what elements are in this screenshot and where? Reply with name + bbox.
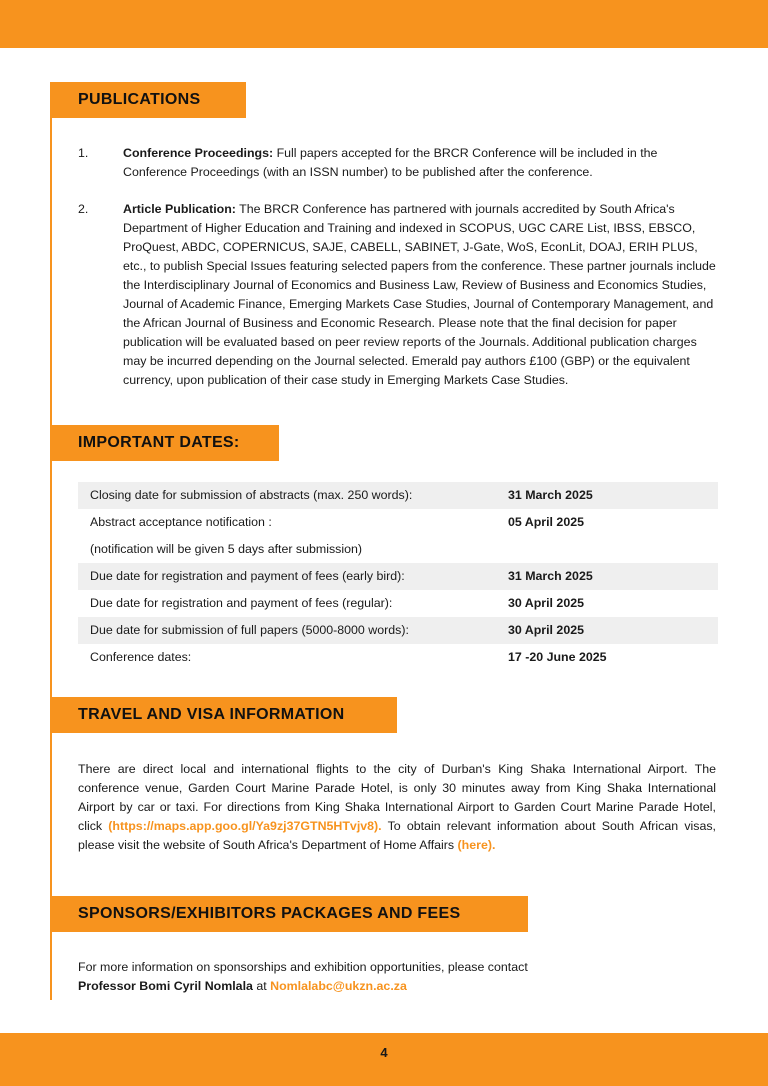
date-value: 30 April 2025	[508, 596, 584, 610]
travel-text: There are direct local and international flights to the city of Durban's King Shaka International Airport. The conference venue, Garden Court Marine Parade Hotel, is only 30 minutes away from King Shaka International Airport by car or taxi. For directions from King Shaka International Airport to Garden Court Marine Parade Hotel, click	[78, 762, 716, 833]
date-label: Due date for submission of full papers (5000-8000 words):	[90, 623, 409, 637]
directions-link[interactable]: (https://maps.app.goo.gl/Ya9zj37GTN5HTvjv8).	[108, 819, 382, 833]
home-affairs-link[interactable]: (here).	[457, 838, 496, 852]
date-label: Due date for registration and payment of fees (regular):	[90, 596, 393, 610]
date-label: Conference dates:	[90, 650, 192, 664]
contact-name: Professor Bomi Cyril Nomlala	[78, 979, 253, 993]
date-value: 31 March 2025	[508, 488, 593, 502]
list-text	[123, 144, 723, 182]
publications-heading: PUBLICATIONS	[50, 82, 246, 118]
table-row	[78, 563, 718, 590]
table-row	[78, 644, 718, 671]
sponsors-paragraph	[78, 958, 716, 996]
item-title: Conference Proceedings:	[123, 146, 274, 160]
table-row	[78, 536, 718, 563]
table-row	[78, 482, 718, 509]
travel-text: To obtain relevant information about South African visas, please visit the website of South Africa's Department of Home Affairs	[78, 819, 716, 852]
date-label: Closing date for submission of abstracts (max. 250 words):	[90, 488, 413, 502]
item-title: Article Publication:	[123, 202, 236, 216]
item-body: Full papers accepted for the BRCR Conference will be included in the Conference Proceedings (with an ISSN number) to be published after the conference.	[123, 146, 658, 179]
table-row	[78, 617, 718, 644]
date-label: (notification will be given 5 days after submission)	[90, 542, 363, 556]
travel-heading: TRAVEL AND VISA INFORMATION	[50, 697, 397, 733]
item-body: The BRCR Conference has partnered with journals accredited by South Africa's Department of Higher Education and Training and indexed in SCOPUS, UGC CARE List, IBSS, EBSCO, ProQuest, ABDC, COPERNICUS, SAJE, CABELL, SABINET, J-Gate, WoS, EconLit, DOAJ, ERIH PLUS, etc., to publish Special Issues featuring selected papers from the conference. These partner journals include the Interdisciplinary Journal of Economics and Business Law, Review of Business and Economics Studies, Journal of Academic Finance, Emerging Markets Case Studies, Journal of Contemporary Management, and the African Journal of Business and Economic Research. Please note that the final decision for paper publication will be evaluated based on peer review reports of the Journals. Additional publication charges may be incurred depending on the Journal selected. Emerald pay authors £100 (GBP) or the equivalent currency, upon publication of their case study in Emerging Markets Case Studies.	[123, 202, 716, 387]
date-label: Due date for registration and payment of fees (early bird):	[90, 569, 405, 583]
contact-email-link[interactable]: Nomlalabc@ukzn.ac.za	[270, 979, 407, 993]
list-number: 2.	[78, 202, 89, 216]
date-value: 17 -20 June 2025	[508, 650, 607, 664]
page-number: 4	[380, 1045, 388, 1060]
sponsors-text: For more information on sponsorships and exhibition opportunities, please contact	[78, 960, 528, 974]
date-label: Abstract acceptance notification :	[90, 515, 272, 529]
list-text	[123, 200, 723, 390]
sponsors-heading: SPONSORS/EXHIBITORS PACKAGES AND FEES	[50, 896, 528, 932]
date-value: 31 March 2025	[508, 569, 593, 583]
table-row	[78, 509, 718, 536]
date-value: 05 April 2025	[508, 515, 584, 529]
left-accent-rule	[50, 82, 52, 1000]
important-dates-heading: IMPORTANT DATES:	[50, 425, 279, 461]
dates-table	[78, 482, 718, 671]
table-row	[78, 590, 718, 617]
travel-paragraph	[78, 760, 716, 855]
date-value: 30 April 2025	[508, 623, 584, 637]
contact-at: at	[252, 979, 271, 993]
top-banner	[0, 0, 768, 48]
list-number: 1.	[78, 146, 89, 160]
